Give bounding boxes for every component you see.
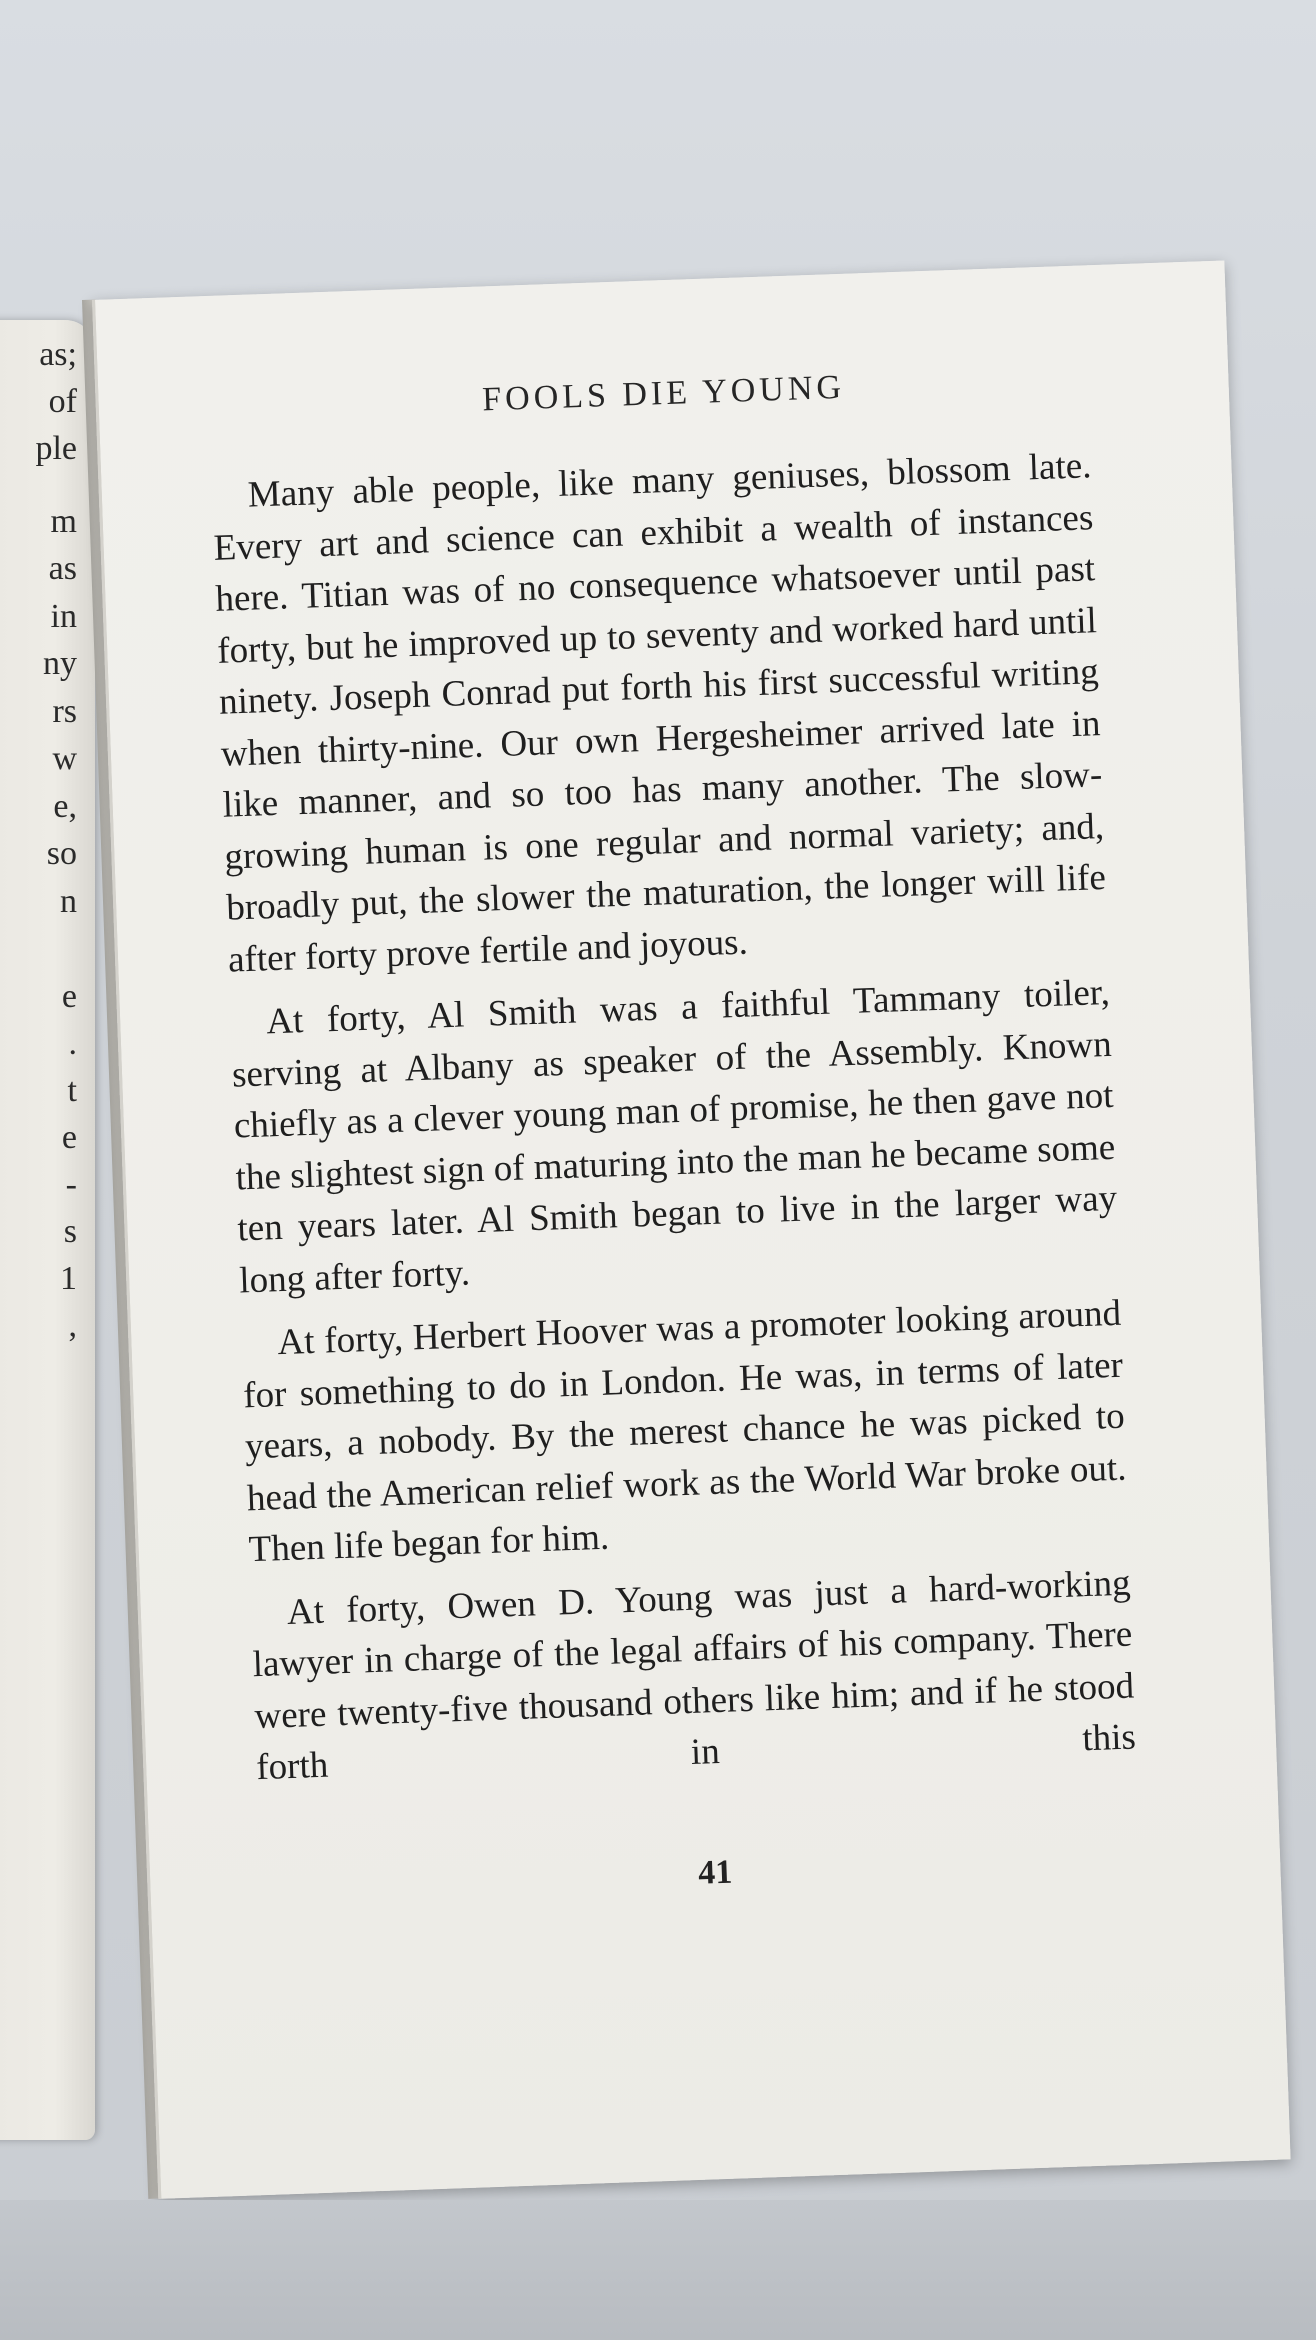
- left-page-fragment: e: [61, 1119, 77, 1156]
- right-page: [92, 260, 1291, 2198]
- paragraph: At forty, Owen D. Young was just a hard-working lawyer in charge of the legal affairs of his company. There were twenty-five thousand others like him; and if he stood forth in this: [252, 1562, 1137, 1789]
- left-page-fragment: rs: [52, 693, 77, 730]
- page-number: 41: [697, 1853, 733, 1892]
- left-page-fragment: 1: [60, 1260, 77, 1297]
- left-page-fragment: as: [48, 550, 77, 587]
- left-page-fragment: n: [60, 883, 77, 920]
- left-page-fragment: ,: [68, 1307, 77, 1344]
- left-page-fragment: w: [52, 740, 77, 777]
- left-page-fragment: as;: [39, 336, 77, 373]
- left-page-fragment: t: [67, 1072, 77, 1109]
- paragraph: At forty, Al Smith was a faithful Tammany toiler, serving at Albany as speaker of the Assembly. Known chiefly as a clever young man of promise, he then gave not the slightest sign of maturing into the man he became some ten years later. Al Smith began to live in the larger way long after forty.: [231, 971, 1118, 1301]
- left-page-fragment: .: [68, 1025, 77, 1062]
- left-page-fragment: s: [63, 1213, 77, 1250]
- left-page-fragment: ny: [43, 645, 77, 682]
- left-page-fragment: e: [61, 978, 77, 1015]
- left-page-fragment: -: [65, 1166, 77, 1203]
- left-page-fragment: in: [50, 598, 77, 635]
- left-page-fragment: e,: [53, 788, 77, 825]
- left-page-fragment: ple: [35, 430, 77, 467]
- left-page-fragment: so: [46, 835, 77, 872]
- left-page-fragment: m: [50, 503, 77, 540]
- body-text: [211, 440, 1137, 1805]
- paragraph: Many able people, like many geniuses, blossom late. Every art and science can exhibit a wealth of instances here. Titian was of no consequence whatsoever until past forty, but he improved up to seventy and worked hard until ninety. Joseph Conrad put forth his first successful writing when thirty-nine. Our own Hergesheimer arrived late in like manner, and so too has many another. The slow-growing human is one regular and normal variety; and, broadly put, the slower the maturation, the longer will life after forty prove fertile and joyous.: [213, 445, 1107, 981]
- left-page-fragment: of: [48, 383, 77, 420]
- left-page: [0, 320, 95, 2140]
- paragraph: At forty, Herbert Hoover was a promoter looking around for something to do in London. He was, in terms of later years, a nobody. By the merest chance he was picked to head the American relief work as the World War broke out. Then life began for him.: [242, 1292, 1128, 1571]
- table-surface: [0, 2200, 1316, 2340]
- running-head: FOOLS DIE YOUNG: [481, 368, 846, 419]
